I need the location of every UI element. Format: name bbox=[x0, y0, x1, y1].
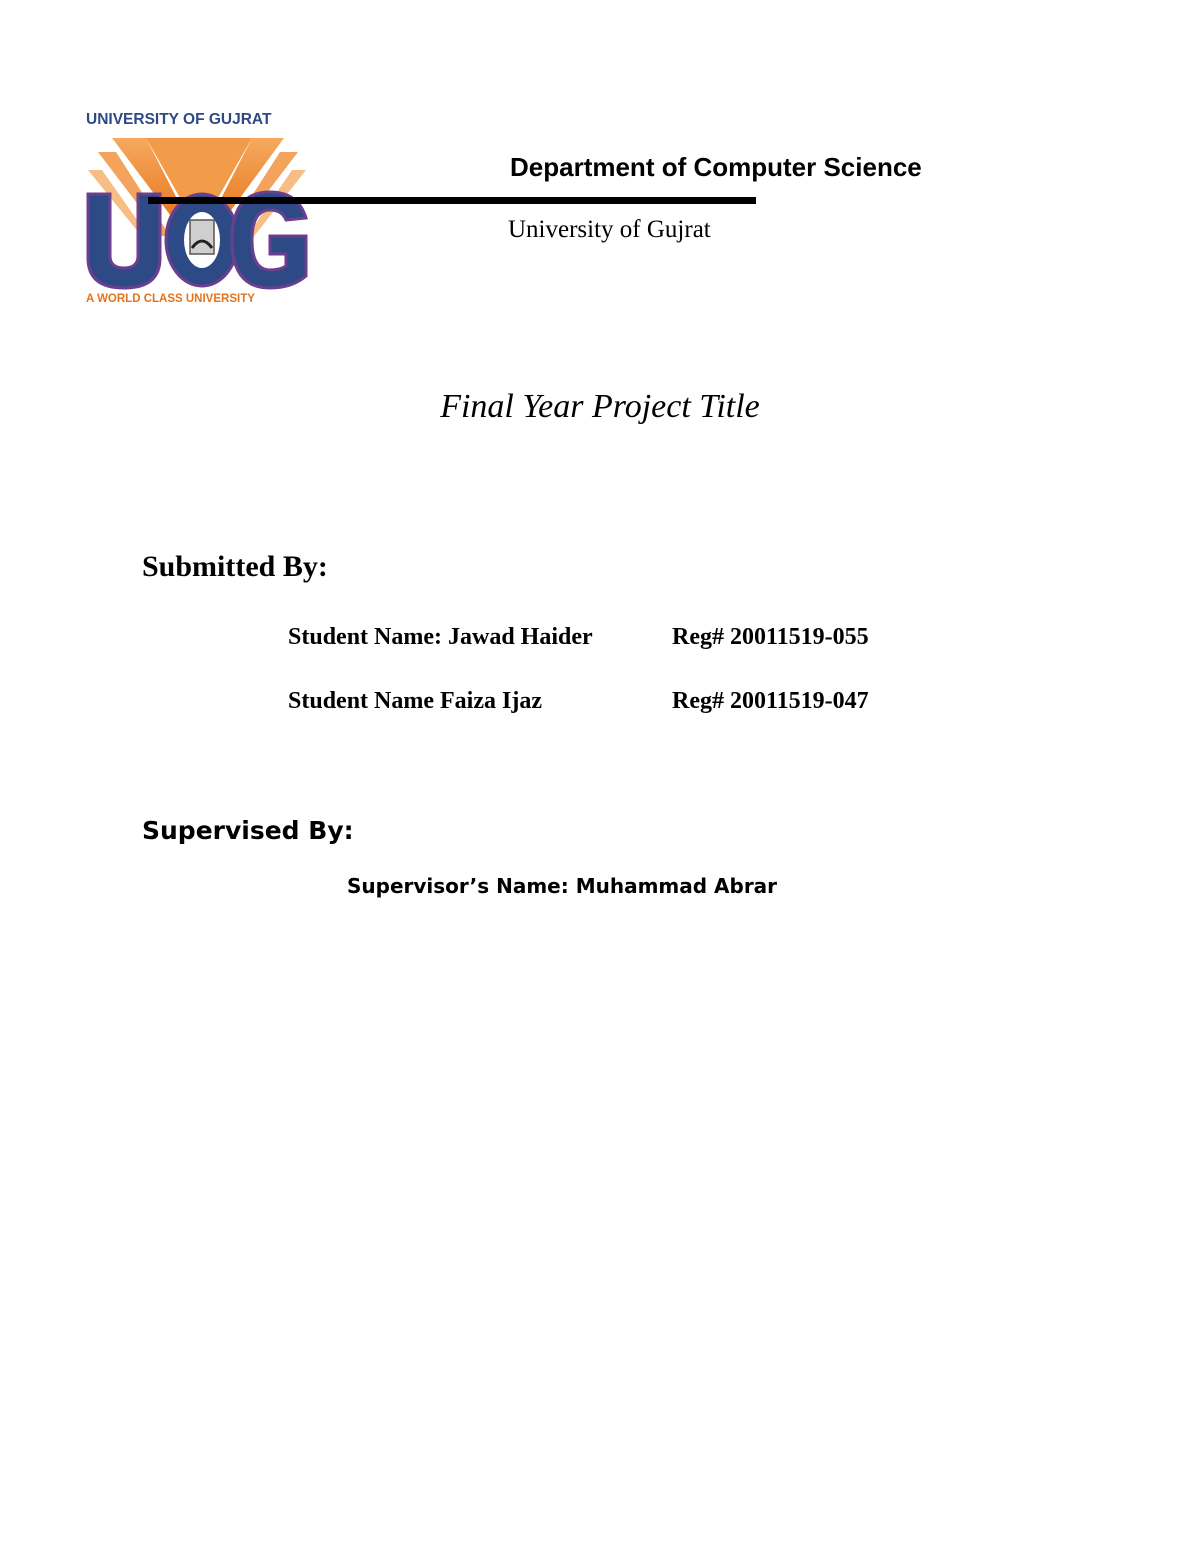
supervised-by-heading: Supervised By: bbox=[142, 816, 354, 845]
department-name: Department of Computer Science bbox=[510, 152, 922, 182]
student-name-1: Student Name: Jawad Haider bbox=[288, 624, 593, 650]
university-logo bbox=[84, 108, 312, 308]
student-reg-2: Reg# 20011519-047 bbox=[672, 688, 869, 714]
project-title: Final Year Project Title bbox=[440, 388, 760, 425]
uog-logo-graphic bbox=[84, 108, 312, 308]
logo-top-text: UNIVERSITY OF GUJRAT bbox=[86, 111, 272, 128]
student-name-2: Student Name Faiza Ijaz bbox=[288, 688, 542, 714]
submitted-by-heading: Submitted By: bbox=[142, 550, 328, 583]
logo-tagline: A WORLD CLASS UNIVERSITY bbox=[86, 293, 255, 305]
header-divider bbox=[148, 197, 756, 204]
student-reg-1: Reg# 20011519-055 bbox=[672, 624, 869, 650]
supervisor-name: Supervisor’s Name: Muhammad Abrar bbox=[347, 874, 778, 898]
university-name: University of Gujrat bbox=[508, 216, 711, 243]
